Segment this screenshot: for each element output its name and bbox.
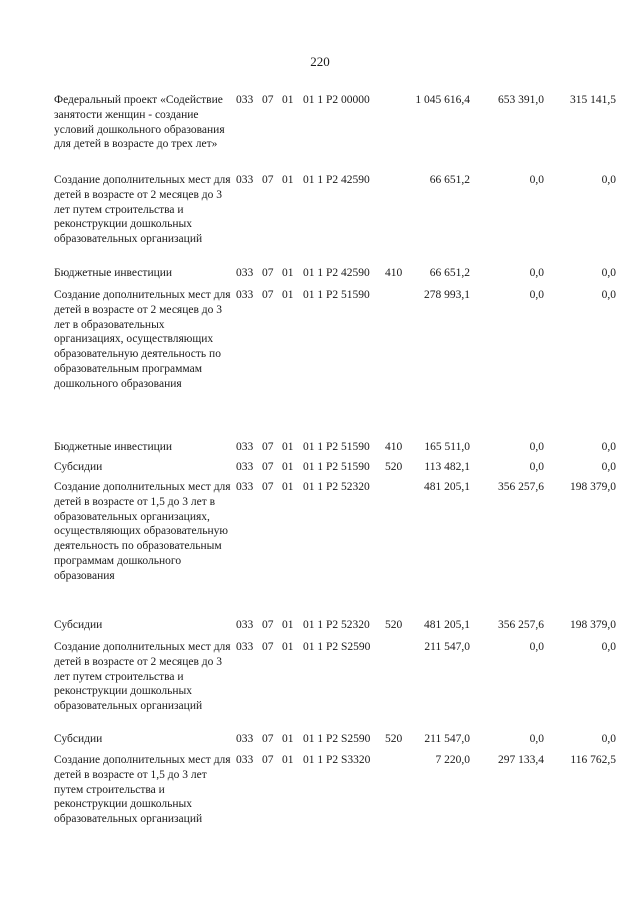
subsection-code: 01 xyxy=(282,267,294,279)
ministry-code: 033 xyxy=(236,641,254,653)
row-name: Федеральный проект «Содействие занятости женщин - создание условий дошкольного образования для детей в возрасте до трех лет» xyxy=(54,94,225,151)
expense-type-code: 520 xyxy=(385,733,403,745)
amount-year-1: 113 482,1 xyxy=(424,461,470,473)
amount-year-1: 7 220,0 xyxy=(435,754,470,766)
amount-year-1: 66 651,2 xyxy=(429,267,470,279)
ministry-code: 033 xyxy=(236,174,254,186)
row-name: Создание дополнительных мест для детей в возрасте от 2 месяцев до 3 лет путем строительства и реконструкции дошкольных образовательных организаций xyxy=(54,174,231,246)
section-code: 07 xyxy=(262,733,274,745)
amount-year-2: 0,0 xyxy=(529,441,544,453)
target-article-code: 01 1 P2 42590 xyxy=(303,267,370,279)
amount-year-1: 66 651,2 xyxy=(429,174,470,186)
target-article-code: 01 1 P2 S3320 xyxy=(303,754,371,766)
amount-year-1: 278 993,1 xyxy=(424,289,470,301)
ministry-code: 033 xyxy=(236,94,254,106)
amount-year-3: 0,0 xyxy=(601,267,616,279)
subsection-code: 01 xyxy=(282,754,294,766)
amount-year-2: 0,0 xyxy=(529,174,544,186)
amount-year-3: 0,0 xyxy=(601,733,616,745)
amount-year-2: 297 133,4 xyxy=(498,754,544,766)
ministry-code: 033 xyxy=(236,481,254,493)
amount-year-3: 0,0 xyxy=(601,641,616,653)
amount-year-3: 0,0 xyxy=(601,174,616,186)
subsection-code: 01 xyxy=(282,441,294,453)
target-article-code: 01 1 P2 52320 xyxy=(303,619,370,631)
section-code: 07 xyxy=(262,641,274,653)
amount-year-3: 198 379,0 xyxy=(570,619,616,631)
target-article-code: 01 1 P2 51590 xyxy=(303,441,370,453)
amount-year-1: 481 205,1 xyxy=(424,481,470,493)
row-name: Создание дополнительных мест для детей в возрасте от 1,5 до 3 лет путем строительства и реконструкции дошкольных образовательных организаций xyxy=(54,754,231,826)
ministry-code: 033 xyxy=(236,754,254,766)
amount-year-2: 0,0 xyxy=(529,289,544,301)
section-code: 07 xyxy=(262,461,274,473)
expense-type-code: 410 xyxy=(385,441,403,453)
section-code: 07 xyxy=(262,94,274,106)
expense-type-code: 520 xyxy=(385,461,403,473)
subsection-code: 01 xyxy=(282,174,294,186)
subsection-code: 01 xyxy=(282,94,294,106)
row-name: Субсидии xyxy=(54,619,103,631)
amount-year-3: 0,0 xyxy=(601,441,616,453)
amount-year-3: 0,0 xyxy=(601,461,616,473)
ministry-code: 033 xyxy=(236,289,254,301)
ministry-code: 033 xyxy=(236,619,254,631)
amount-year-3: 116 762,5 xyxy=(570,754,616,766)
row-name: Создание дополнительных мест для детей в возрасте от 2 месяцев до 3 лет в образовательных организациях, осуществляющих образовательную деятельность по образовательным программам дошкольного образования xyxy=(54,289,231,390)
subsection-code: 01 xyxy=(282,641,294,653)
section-code: 07 xyxy=(262,441,274,453)
target-article-code: 01 1 P2 52320 xyxy=(303,481,370,493)
section-code: 07 xyxy=(262,267,274,279)
target-article-code: 01 1 P2 00000 xyxy=(303,94,370,106)
subsection-code: 01 xyxy=(282,289,294,301)
amount-year-1: 211 547,0 xyxy=(424,733,470,745)
target-article-code: 01 1 P2 51590 xyxy=(303,461,370,473)
amount-year-1: 481 205,1 xyxy=(424,619,470,631)
target-article-code: 01 1 P2 S2590 xyxy=(303,641,371,653)
ministry-code: 033 xyxy=(236,441,254,453)
amount-year-2: 0,0 xyxy=(529,733,544,745)
row-name: Субсидии xyxy=(54,733,103,745)
row-name: Субсидии xyxy=(54,461,103,473)
amount-year-1: 211 547,0 xyxy=(424,641,470,653)
subsection-code: 01 xyxy=(282,461,294,473)
section-code: 07 xyxy=(262,481,274,493)
expense-type-code: 520 xyxy=(385,619,403,631)
amount-year-2: 356 257,6 xyxy=(498,619,544,631)
amount-year-3: 0,0 xyxy=(601,289,616,301)
ministry-code: 033 xyxy=(236,267,254,279)
section-code: 07 xyxy=(262,174,274,186)
amount-year-1: 165 511,0 xyxy=(424,441,470,453)
amount-year-1: 1 045 616,4 xyxy=(415,94,470,106)
ministry-code: 033 xyxy=(236,461,254,473)
page-number: 220 xyxy=(310,54,330,69)
subsection-code: 01 xyxy=(282,619,294,631)
target-article-code: 01 1 P2 S2590 xyxy=(303,733,371,745)
row-name: Создание дополнительных мест для детей в возрасте от 1,5 до 3 лет в образовательных организациях, осуществляющих образовательную деятельность по образовательным программам дошкольного образования xyxy=(54,481,231,582)
row-name: Бюджетные инвестиции xyxy=(54,267,173,279)
subsection-code: 01 xyxy=(282,733,294,745)
target-article-code: 01 1 P2 42590 xyxy=(303,174,370,186)
amount-year-2: 0,0 xyxy=(529,267,544,279)
target-article-code: 01 1 P2 51590 xyxy=(303,289,370,301)
subsection-code: 01 xyxy=(282,481,294,493)
amount-year-2: 356 257,6 xyxy=(498,481,544,493)
ministry-code: 033 xyxy=(236,733,254,745)
amount-year-3: 198 379,0 xyxy=(570,481,616,493)
expense-type-code: 410 xyxy=(385,267,403,279)
section-code: 07 xyxy=(262,289,274,301)
amount-year-2: 653 391,0 xyxy=(498,94,544,106)
section-code: 07 xyxy=(262,754,274,766)
row-name: Бюджетные инвестиции xyxy=(54,441,173,453)
amount-year-2: 0,0 xyxy=(529,641,544,653)
amount-year-3: 315 141,5 xyxy=(570,94,616,106)
row-name: Создание дополнительных мест для детей в возрасте от 2 месяцев до 3 лет путем строительства и реконструкции дошкольных образовательных организаций xyxy=(54,641,231,713)
amount-year-2: 0,0 xyxy=(529,461,544,473)
section-code: 07 xyxy=(262,619,274,631)
